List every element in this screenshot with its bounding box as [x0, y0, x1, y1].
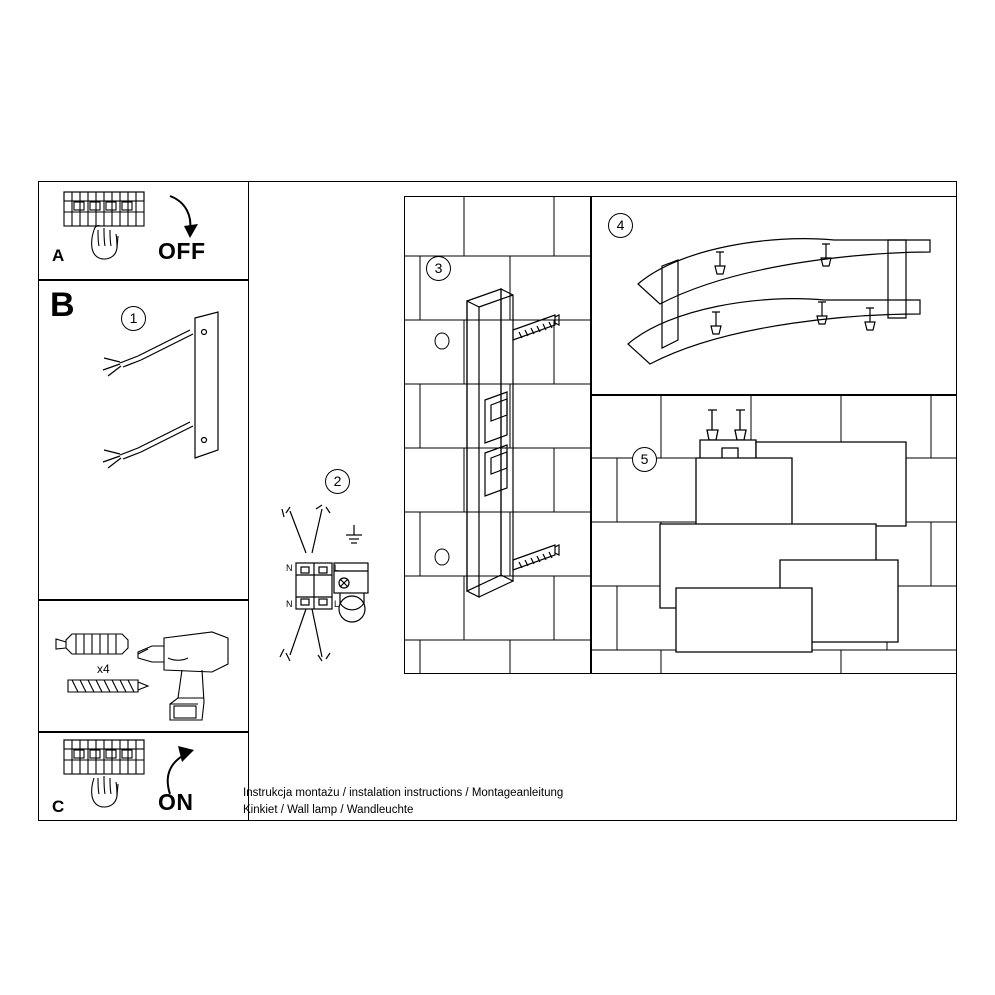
terminal-n-top: N [286, 563, 293, 573]
mounted-wall-lamp-illustration [660, 400, 960, 662]
terminal-l-bottom: L [334, 599, 340, 609]
backplate-screwing-illustration [455, 275, 590, 615]
label-b: B [50, 286, 76, 324]
step-3-badge: 3 [426, 256, 451, 281]
circuit-breaker-off-illustration [58, 186, 208, 276]
caption-line-2: Kinkiet / Wall lamp / Wandleuchte [243, 804, 414, 816]
wall-mount-cables-illustration [90, 300, 240, 500]
step-2-badge: 2 [325, 469, 350, 494]
terminal-block-wiring-illustration [272, 505, 392, 675]
terminal-l-top: L [334, 563, 340, 573]
caption-line-1: Instrukcja montażu / instalation instructions / Montageanleitung [243, 787, 564, 799]
label-on: ON [158, 789, 194, 815]
step-5-badge: 5 [632, 447, 657, 472]
terminal-n-bottom: N [286, 599, 293, 609]
dowel-quantity: x4 [97, 662, 110, 676]
step-1-badge: 1 [121, 306, 146, 331]
label-off: OFF [158, 238, 206, 264]
step-4-badge: 4 [608, 213, 633, 238]
circuit-breaker-on-illustration [58, 736, 208, 818]
lamp-shade-mounting-illustration [620, 222, 950, 382]
label-c: C [52, 797, 65, 816]
label-a: A [52, 246, 65, 265]
drill-and-dowels-illustration [52, 612, 242, 727]
